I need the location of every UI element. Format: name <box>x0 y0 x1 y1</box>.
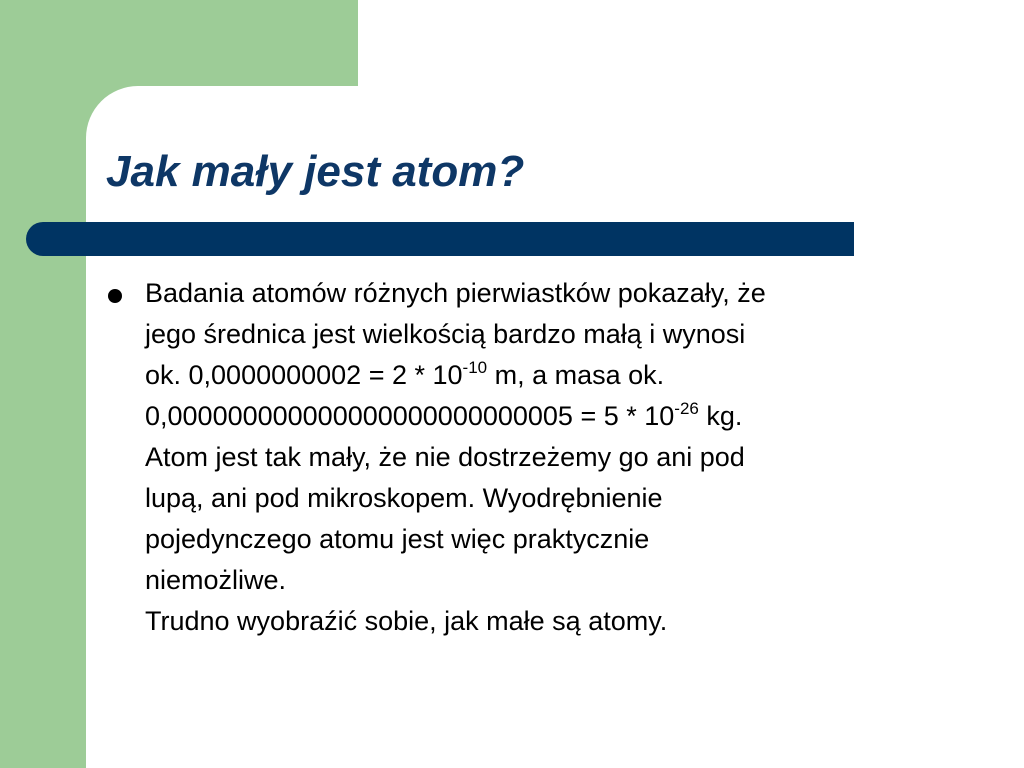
diameter-unit-text: m, a masa ok. <box>487 360 665 390</box>
bullet-line-6: lupą, ani pod mikroskopem. Wyodrębnienie <box>145 483 663 513</box>
mass-unit-text: kg. <box>698 401 743 431</box>
bullet-line-1: Badania atomów różnych pierwiastków pokazały, że <box>145 278 766 308</box>
title-underline-bar <box>26 222 854 256</box>
diameter-value-text: ok. 0,0000000002 = 2 * 10 <box>145 360 463 390</box>
bullet-line-3 <box>145 355 945 396</box>
bullet-line-9: Trudno wyobraźić sobie, jak małe są atomy. <box>145 606 668 636</box>
bullet-text <box>145 273 945 642</box>
slide-title: Jak mały jest atom? <box>106 147 525 196</box>
bullet-dot-icon <box>108 289 122 303</box>
bullet-line-2: jego średnica jest wielkością bardzo małą i wynosi <box>145 319 746 349</box>
mass-exponent: -26 <box>674 399 699 418</box>
bullet-line-8: niemożliwe. <box>145 565 287 595</box>
bullet-line-5: Atom jest tak mały, że nie dostrzeżemy go ani pod <box>145 442 745 472</box>
bullet-line-4 <box>145 396 945 437</box>
bullet-line-7: pojedynczego atomu jest więc praktycznie <box>145 524 650 554</box>
mass-value-text: 0,000000000000000000000000005 = 5 * 10 <box>145 401 675 431</box>
diameter-exponent: -10 <box>462 358 488 377</box>
